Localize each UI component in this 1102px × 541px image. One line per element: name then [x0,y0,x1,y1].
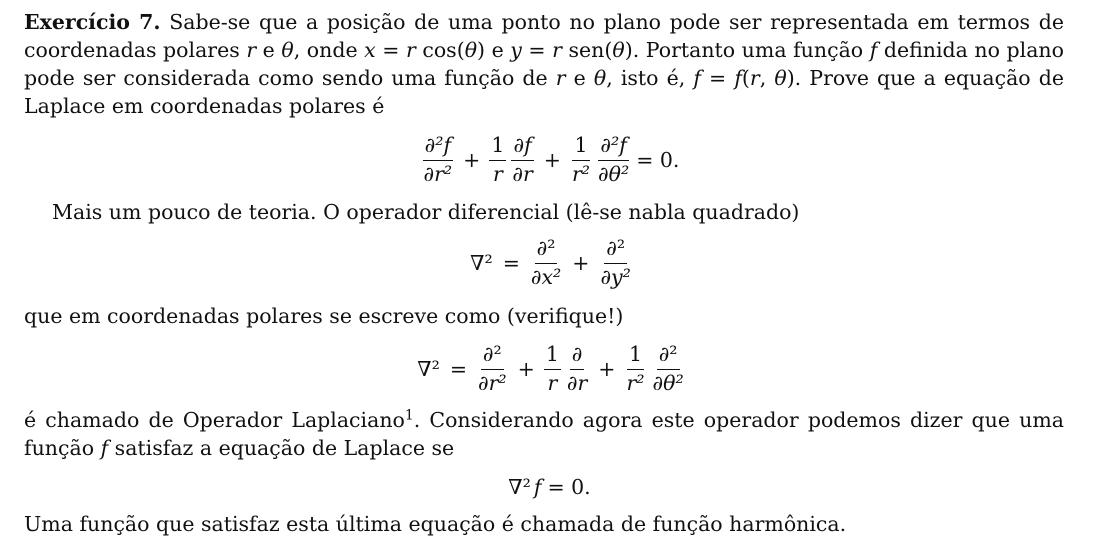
math-var: f [734,66,742,90]
denominator: ∂r [566,370,588,395]
paragraph-1-line-4 [24,92,1064,120]
math-var: θ [774,66,787,90]
fraction-d2-dx2 [529,235,563,289]
paragraph-2 [52,198,1092,226]
numerator: 1 [489,135,506,161]
footnote-marker: 1 [404,407,414,424]
math-var: f [869,38,878,62]
denominator: r² [571,161,591,186]
fraction-1-over-r [544,341,561,395]
nabla-squared: ∇² [417,356,440,381]
math-var: r [552,38,562,62]
text-fragment: = [375,38,406,62]
math-var: r [749,66,760,90]
text-fragment: pode ser considerada como sendo uma função de [24,66,556,90]
math-var: r [555,66,566,90]
math-var: f [100,436,109,460]
paragraph-3 [24,302,1064,330]
plus-sign: + [598,356,616,381]
numerator: ∂ [570,344,585,370]
text-fragment: ) e [477,38,511,62]
text-fragment: ). Portanto uma função [624,38,870,62]
text-fragment: Uma função que satisfaz esta última equação é chamada de função harmônica. [24,512,847,536]
paragraph-5 [24,510,1064,538]
math-var: f [693,66,701,90]
math-var: θ [464,38,478,62]
numerator: ∂²f [423,135,453,161]
text-fragment: é chamado de Operador Laplaciano [24,408,405,432]
math-var: r [246,38,257,62]
text-fragment: e [565,66,594,90]
math-var: θ [281,38,294,62]
math-var: r [405,38,416,62]
equation-laplace-nabla [0,472,1102,502]
denominator: r [492,161,503,186]
text-fragment: . Considerando agora este operador podemos dizer que uma [413,408,1065,432]
denominator: r [547,370,558,395]
equals-sign: = [502,250,520,275]
denominator: ∂r² [423,161,453,186]
denominator: ∂θ² [652,370,684,395]
fraction-d2-dy2 [598,235,632,289]
numerator: 1 [572,135,589,161]
text-fragment: ). Prove que a equação de [786,66,1064,90]
paragraph-4-line-2 [24,434,1064,462]
math-var: x [364,38,376,62]
exercise-title: Exercício 7. [24,10,161,34]
equals-sign: = [449,356,468,381]
text-fragment: Sabe-se que a posição de uma ponto no plano pode ser representada em termos de [169,10,1064,34]
equation-nabla-cartesian [0,232,1102,294]
denominator: ∂θ² [598,161,630,186]
paragraph-1-line-2 [24,36,1064,64]
numerator: ∂² [481,344,504,370]
plus-sign: + [463,147,481,172]
numerator: ∂² [657,344,680,370]
text-fragment: , isto é, [606,66,694,90]
equation-nabla-polar [0,338,1102,400]
text-fragment: = [521,38,553,62]
paragraph-1-line-1 [24,8,1064,36]
math-var: f [533,474,542,499]
denominator: ∂r [512,161,533,186]
text-fragment: que em coordenadas polares se escreve como (verifique!) [24,304,624,328]
text-fragment: função [24,436,101,460]
fraction-d2-dtheta2 [651,341,686,395]
plus-sign: + [517,356,535,381]
fraction-d-dr [565,341,589,395]
fraction-1-over-r2 [570,132,592,186]
nabla-squared: ∇² [508,474,531,499]
numerator: 1 [627,344,644,370]
text-fragment: = [700,66,735,90]
text-fragment: coordenadas polares [24,38,247,62]
text-fragment: , [759,66,775,90]
math-var: θ [612,38,625,62]
text-fragment: Mais um pouco de teoria. O operador diferencial (lê-se nabla quadrado) [52,200,800,224]
fraction-df-dr [510,132,534,186]
plus-sign: + [572,250,590,275]
numerator: ∂f [511,135,533,161]
numerator: ∂²f [598,135,628,161]
text-fragment: cos( [415,38,465,62]
denominator: r² [626,370,645,395]
nabla-squared: ∇² [470,250,493,275]
fraction-1-over-r [489,132,506,186]
fraction-d2-dr2 [476,341,509,395]
text-fragment: Laplace em coordenadas polares é [24,94,385,118]
fraction-d2f-dr2 [422,132,455,186]
paragraph-4-line-1 [24,406,1064,434]
text-fragment: definida no plano [877,38,1064,62]
equals-zero: = 0. [636,147,680,172]
text-fragment: satisfaz a equação de Laplace se [108,436,455,460]
fraction-1-over-r2 [624,341,646,395]
denominator: ∂x² [530,264,562,289]
equals-zero: = 0. [547,474,591,499]
equation-laplace-polar [0,128,1102,192]
numerator: ∂² [535,238,558,264]
paragraph-1-line-3 [24,64,1064,92]
plus-sign: + [543,147,561,172]
numerator: 1 [544,344,561,370]
denominator: ∂r² [478,370,507,395]
denominator: ∂y² [600,264,631,289]
math-var: θ [593,66,607,90]
text-fragment: , onde [293,38,365,62]
text-fragment: e [256,38,282,62]
text-fragment: ( [741,66,750,90]
text-fragment: sen( [561,38,613,62]
fraction-d2f-dtheta2 [596,132,631,186]
numerator: ∂² [604,238,627,264]
math-var: y [510,38,522,62]
